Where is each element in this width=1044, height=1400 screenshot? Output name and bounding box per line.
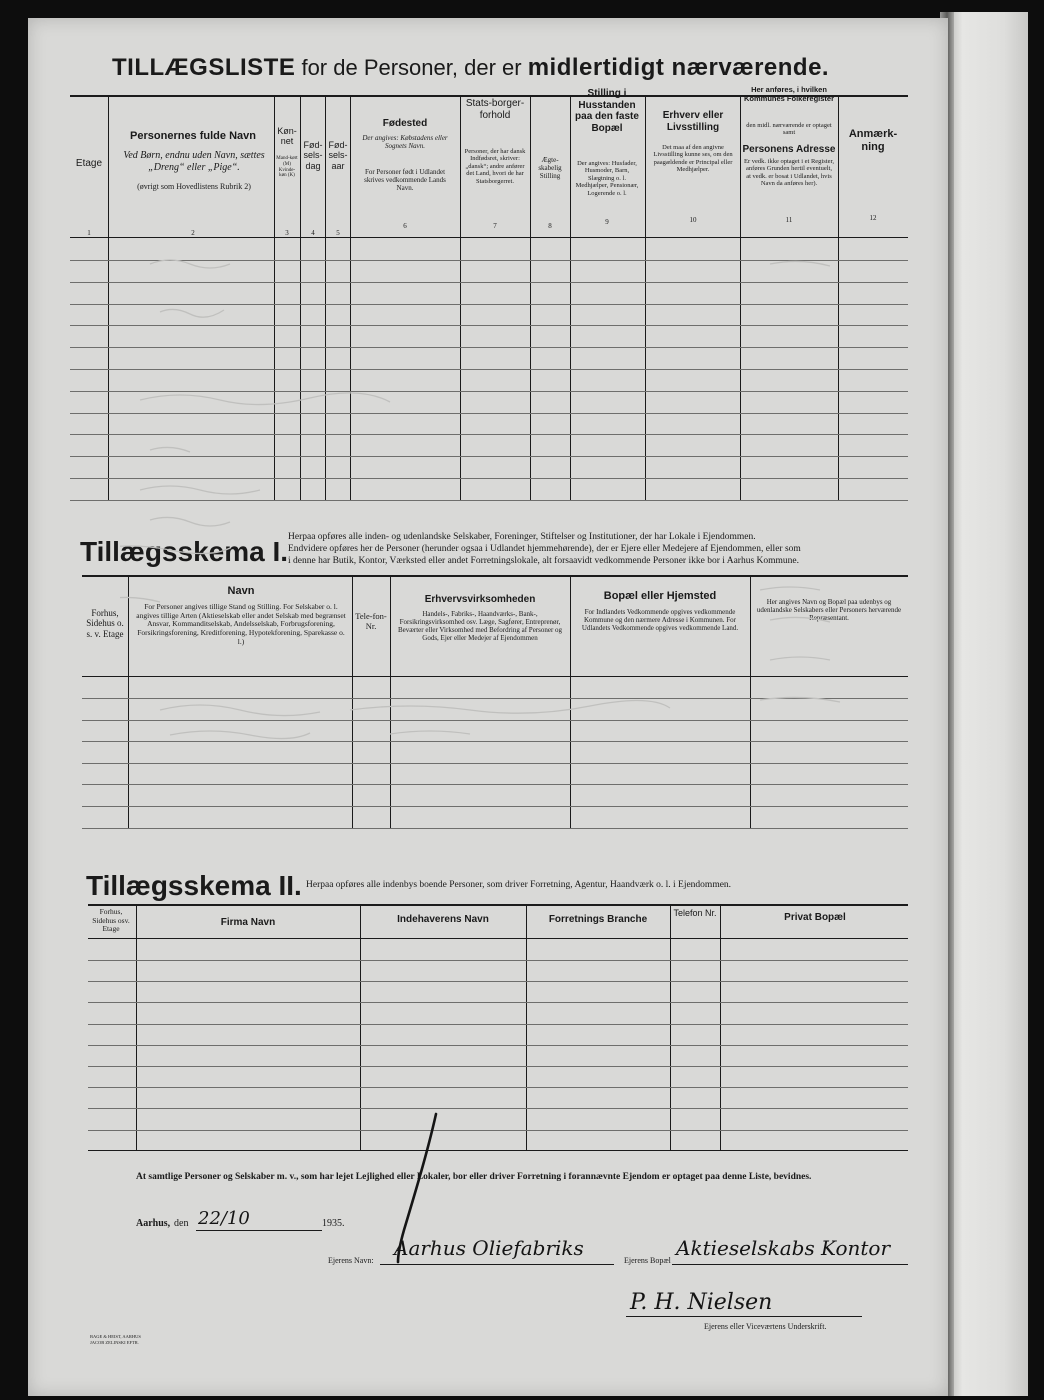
schema2-col-branche: Forretnings Branche: [548, 914, 648, 925]
schema2-top-border: [88, 904, 908, 906]
col-8-num: 8: [548, 222, 552, 230]
attestation-text: At samtlige Personer og Selskaber m. v., som har lejet Lejlighed eller Lokaler, bor eller driver Forretning i forannævnte Ejendom er optaget paa denne Liste, bevidnes.: [136, 1172, 812, 1182]
schema2-row-rule: [88, 1066, 908, 1067]
col-6-num: 6: [403, 222, 407, 230]
col-9-num: 9: [605, 218, 609, 226]
col-stilling-sub: Der angives: Husfader, Husmoder, Barn, Slægtning o. l. Medhjælper, Pensionær, Logerende o. l.: [575, 160, 639, 197]
col-anmaerkning-head: Anmærk-ning: [848, 128, 898, 153]
schema1-col-navn-sub: For Personer angives tillige Stand og Stilling. For Selskaber o. l. angives tillige Arten (Aktieselskab eller andet Selskab med begrænset Ansvar, Kommanditselskab, Andelsselskab, Forbrugsforening, Forsikringsforening, Kreditforening, Hypotekforening, Sparekasse o. l.): [136, 602, 346, 646]
schema1-desc-line2: Endvidere opføres her de Personer (herunder ogsaa i Udlandet hjemmehørende), der er Ejere eller Medejere af Ejendommen, eller som: [288, 544, 801, 554]
schema1-row-rule: [82, 806, 908, 807]
owner-address-label: Ejerens Bopæl: [624, 1256, 671, 1265]
col-1-num: 1: [87, 229, 91, 237]
signature-line: [626, 1316, 862, 1317]
right-page-edge: [948, 12, 1028, 1396]
schema2-row-rule: [88, 981, 908, 982]
bleed-through-marks: [120, 250, 900, 770]
col-foedested-head: Fødested: [382, 118, 428, 129]
schema1-col-telefon: Tele-fon-Nr.: [355, 611, 387, 631]
signature-handwritten: P. H. Nielsen: [630, 1290, 773, 1315]
col-foedselsaar-head: Fød-sels-aar: [328, 140, 348, 171]
col-statsborger-head: Stats-borger-forhold: [465, 98, 525, 121]
col-aegteskab-head: Ægte-skabelig Stilling: [538, 156, 562, 181]
schema2-row-rule: [88, 1045, 908, 1046]
col-foedselsdag-head: Fød-sels-dag: [303, 140, 323, 171]
col-7-num: 7: [493, 222, 497, 230]
col-koen-head: Køn-net: [277, 126, 297, 147]
schema2-col-telefon: Telefon Nr.: [673, 908, 717, 918]
main-title: [112, 54, 829, 82]
schema2-description: Herpaa opføres alle indenbys boende Personer, som driver Forretning, Agentur, Haandværk o. l. i Ejendommen.: [306, 880, 732, 890]
owner-address-line: [672, 1264, 908, 1265]
col-name-head: Personernes fulde Navn: [130, 130, 256, 142]
schema2-col-divider: [360, 905, 361, 1150]
col-erhverv-sub: Det maa af den angivne Livsstilling kunne ses, om den paagældende er Principal eller Medhjælper.: [653, 144, 733, 174]
signature-label: Ejerens eller Viceværtens Underskrift.: [704, 1322, 827, 1331]
printer-imprint: BAGE & HEIST, AARHUS JACOB ZELINSKI EFTR.: [90, 1334, 141, 1345]
schema2-col-indehaver: Indehaverens Navn: [397, 914, 489, 925]
schema2-col-divider: [526, 905, 527, 1150]
col-stilling-head: Stilling i Husstanden paa den faste Bopæl: [575, 88, 639, 134]
main-title-bold: TILLÆGSLISTE: [112, 54, 296, 81]
schema1-col-navn-head: Navn: [227, 585, 255, 597]
schema1-desc-line1: Herpaa opføres alle inden- og udenlandske Selskaber, Foreninger, Stiftelser og Institutioner, der har Lokale i Ejendommen.: [288, 532, 756, 542]
schema2-col-divider: [136, 905, 137, 1150]
schema1-row-rule: [82, 828, 908, 829]
schema2-title: Tillægsskema II.: [86, 870, 302, 901]
col-2-num: 2: [191, 229, 195, 237]
col-4-num: 4: [311, 229, 315, 237]
schema2-col-etage: Forhus, Sidehus osv. Etage: [92, 907, 130, 934]
date-handwritten: 22/10: [198, 1208, 250, 1229]
owner-name-handwritten: Aarhus Oliefabriks: [394, 1236, 584, 1260]
schema2-col-divider: [670, 905, 671, 1150]
col-adresse-mid: den midl. nærværende er optaget samt: [746, 122, 832, 137]
col-erhverv-head: Erhverv eller Livsstilling: [662, 110, 724, 133]
col-12-num: 12: [869, 214, 877, 222]
schema2-header-border: [88, 938, 908, 939]
schema1-row-rule: [82, 784, 908, 785]
col-3-num: 3: [285, 229, 289, 237]
schema2-row-rule: [88, 960, 908, 961]
col-foedested-note: For Personer født i Udlandet skrives vedkommende Lands Navn.: [364, 168, 446, 193]
owner-address-handwritten: Aktieselskabs Kontor: [676, 1236, 891, 1260]
schema2-row-rule: [88, 1130, 908, 1131]
schema1-col-bopael-sub: For Indlandets Vedkommende opgives vedkommende Kommune og den nærmere Adresse i Kommunen. For Udlandets Vedkommende opgives vedkommende Land.: [581, 608, 739, 633]
col-11-num: 11: [785, 216, 793, 224]
col-adresse-head: Personens Adresse: [742, 144, 836, 155]
schema2-row-rule: [88, 1024, 908, 1025]
main-title-bold2: midlertidigt nærværende.: [527, 54, 830, 81]
place-label: Aarhus,: [136, 1218, 171, 1229]
col-adresse-sub: Er vedk. ikke optaget i et Register, anføres Grunden hertil eventuelt, at vedk. er bosat i Udlandet, hvis Navn da anføres her).: [744, 158, 834, 188]
col-koen-sub: Mand-kørt (M) Kvinde-køn (K): [276, 156, 298, 179]
pen-stroke-mark: [376, 1110, 446, 1270]
main-table-header-border: [70, 237, 908, 238]
schema1-col-erhverv-sub: Handels-, Fabriks-, Haandværks-, Bank-, Forsikringsvirksomhed osv. Læge, Sagfører, Entreprenør, Beværter eller Virksomhed med Befordring af Personer og Gods, Ejer eller Medejer af Ejendommen: [397, 610, 563, 643]
schema2-col-divider: [720, 905, 721, 1150]
den-label: den: [174, 1218, 189, 1229]
col-adresse-top: Her anføres, i hvilken Kommunes Folkeregister: [743, 85, 835, 103]
schema2-col-bopael: Privat Bopæl: [784, 912, 846, 923]
schema2-bottom-border: [88, 1150, 908, 1151]
schema1-title: Tillægsskema I.: [80, 536, 289, 567]
col-statsborger-sub: Personer, der har dansk Indfødsret, skriver: „dansk“; andre anfører det Land, hvori de har Statsborgerret.: [464, 148, 526, 185]
col-5-num: 5: [336, 229, 340, 237]
schema2-row-rule: [88, 1087, 908, 1088]
main-col-divider: [108, 96, 109, 500]
col-foedested-sub: Der angives: Købstadens eller Sognets Navn.: [362, 134, 448, 151]
schema1-col-erhverv-head: Erhvervsvirksomheden: [424, 594, 536, 605]
schema2-col-firma: Firma Navn: [220, 917, 276, 928]
col-10-num: 10: [689, 216, 697, 224]
date-line: [196, 1230, 322, 1231]
main-title-normal: for de Personer, der er: [301, 55, 522, 80]
schema1-col-bopael-head: Bopæl eller Hjemsted: [603, 590, 717, 602]
schema1-desc-line3: i denne har Butik, Kontor, Værksted eller andet Forretningslokale, alt forsaavidt vedkommende Personer ikke bor i Aarhus Kommune.: [288, 556, 800, 566]
schema1-col-etage: Forhus, Sidehus o. s. v. Etage: [86, 608, 124, 639]
schema1-col-repraesentant: Her angives Navn og Bopæl paa udenbys og udenlandske Selskabers eller Personers herværende Repræsentant.: [756, 598, 902, 623]
owner-name-label: Ejerens Navn:: [328, 1256, 374, 1265]
col-name-sub: Ved Børn, endnu uden Navn, sættes „Dreng“ eller „Pige“.: [123, 150, 265, 173]
schema2-row-rule: [88, 1002, 908, 1003]
schema2-row-rule: [88, 1108, 908, 1109]
year-label: 1935.: [322, 1218, 345, 1229]
col-name-note: (øvrigt som Hovedlistens Rubrik 2): [137, 182, 251, 191]
col-etage-head: Etage: [75, 158, 103, 169]
